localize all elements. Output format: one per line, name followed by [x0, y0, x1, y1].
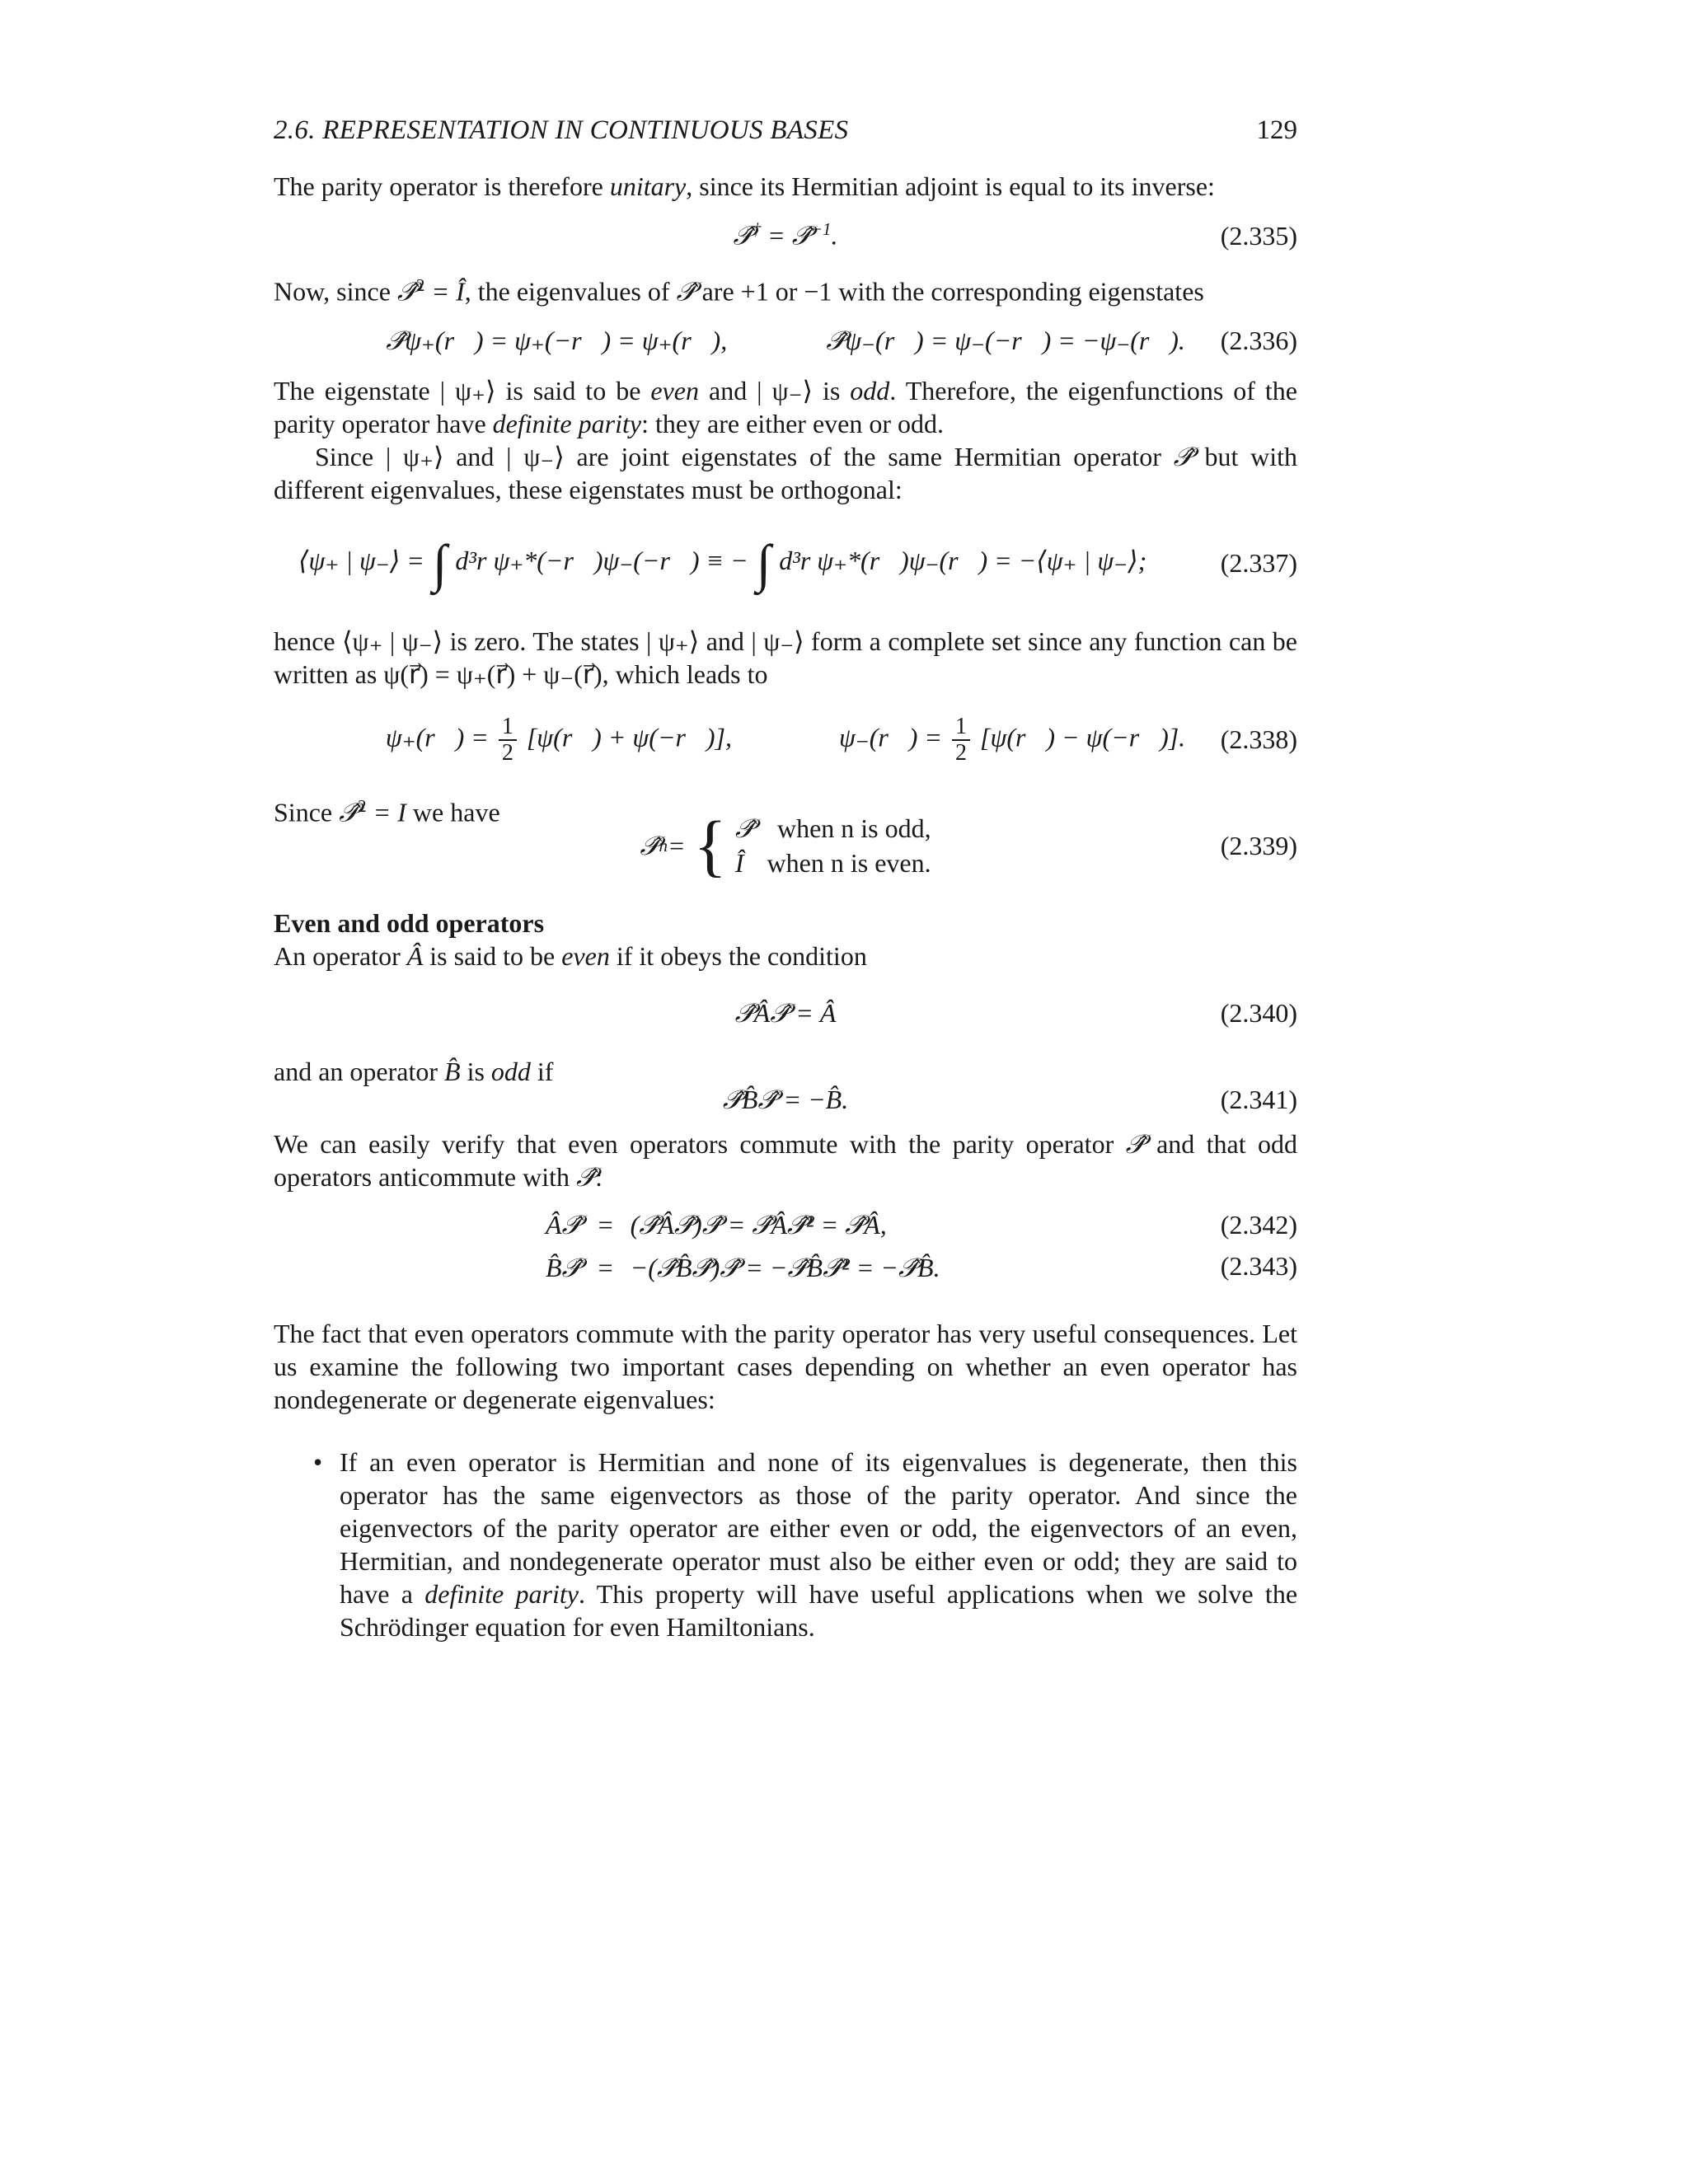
page-number: 129	[1256, 115, 1297, 145]
equation-2-341: 𝒫̂B̂𝒫̂ = −B̂. (2.341)	[722, 1084, 1297, 1115]
paragraph-eigenvalues: Now, since 𝒫̂$^2$ = Î, the eigenvalues of 𝒫̂ are +1 or −1 with the corresponding eigenstates	[274, 275, 1204, 307]
equation-number: (2.338)	[1220, 724, 1297, 755]
equation-2-336: 𝒫̂ψ₊(r⃗) = ψ₊(−r⃗) = ψ₊(r⃗), 𝒫̂ψ₋(r⃗) = ψ₋(−r⃗) = −ψ₋(r⃗). (2.336)	[386, 326, 1297, 356]
paragraph-orthogonal: Since | ψ₊⟩ and | ψ₋⟩ are joint eigenstates of the same Hermitian operator 𝒫̂ but with different eigenvalues, these eigenstates must be orthogonal:	[274, 441, 1297, 504]
paragraph-commute: We can easily verify that even operators commute with the parity operator 𝒫̂ and that odd operators anticommute with 𝒫̂:	[274, 1128, 1298, 1192]
equation-2-339-block	[274, 790, 1297, 888]
paragraph-consequences: The fact that even operators commute with the parity operator has very useful consequences. Let us examine the following two important cases depending on whether an even operator has nondegenerate or degenerate eigenvalues:	[274, 1318, 1297, 1414]
fraction: $\frac{1}{2}$	[499, 715, 517, 766]
paragraph-odd-operator: and an operator B̂ is odd if	[274, 1056, 554, 1086]
equations-2-342-2-343: Â𝒫̂ = (𝒫̂Â𝒫̂)𝒫̂ = 𝒫̂Â𝒫̂² = 𝒫̂Â, B̂𝒫̂ = −(𝒫̂B̂𝒫̂)𝒫̂ = −𝒫̂B̂𝒫̂² = −𝒫̂B̂. (2.342) (2.343)	[546, 1209, 1297, 1282]
equation-2-343-lhs: B̂𝒫̂	[546, 1252, 581, 1282]
equation-2-340: 𝒫̂Â𝒫̂ = Â (2.340)	[734, 997, 1297, 1029]
integral-sign: ∫	[432, 534, 448, 593]
equation-number: (2.342)	[1220, 1209, 1297, 1240]
left-brace: {	[693, 807, 727, 884]
equation-2-341-block	[274, 1055, 1297, 1121]
paragraph-definite-parity: The eigenstate | ψ₊⟩ is said to be even and | ψ₋⟩ is odd. Therefore, the eigenfunctions of the parity operator have definite parity: they are either even or odd.	[274, 375, 1298, 438]
equation-2-338: ψ₊(r⃗) = $\frac{1}{2}$ [ψ(r⃗) + ψ(−r⃗)], ψ₋(r⃗) = $\frac{1}{2}$ [ψ(r⃗) − ψ(−r⃗)]. (2.338)	[385, 713, 1297, 766]
fraction: $\frac{1}{2}$	[952, 715, 970, 766]
equation-number: (2.341)	[1220, 1085, 1297, 1115]
section-heading: Even and odd operators	[274, 907, 545, 938]
equation-number: (2.343)	[1220, 1250, 1297, 1281]
page-body	[274, 115, 1297, 1643]
equation-2-335: 𝒫̂† = 𝒫̂$^{-1}$. (2.335)	[733, 219, 1297, 251]
paragraph-since: Since 𝒫̂$^2$ = I we have	[274, 795, 500, 827]
equation-number: (2.335)	[1220, 220, 1297, 251]
equation-number: (2.340)	[1220, 998, 1297, 1029]
equation-number: (2.339)	[1220, 831, 1297, 861]
paragraph-complete-set: hence ⟨ψ₊ | ψ₋⟩ is zero. The states | ψ₊⟩ and | ψ₋⟩ form a complete set since any function can be written as ψ(r⃗) = ψ₊(r⃗) + ψ₋(r⃗), which leads to	[274, 626, 1297, 689]
running-header	[274, 115, 1297, 165]
equation-2-337: ⟨ψ₊ | ψ₋⟩ = ∫ d³r ψ₊*(−r⃗)ψ₋(−r⃗) ≡ − ∫ d³r ψ₊*(r⃗)ψ₋(r⃗) = −⟨ψ₊ | ψ₋⟩; (2.337)	[298, 534, 1297, 593]
emphasis-unitary: unitary	[609, 171, 687, 201]
equation-number: (2.337)	[1220, 548, 1297, 579]
bullet-list	[274, 1446, 1297, 1643]
equation-2-339: 𝒫̂ n = { 𝒫̂ when n is odd, Î when n is even. (2.339)	[640, 807, 1297, 884]
paragraph-unitary: The parity operator is therefore unitary, since its Hermitian adjoint is equal to its inverse:	[274, 171, 1215, 201]
running-title: 2.6. REPRESENTATION IN CONTINUOUS BASES	[274, 115, 849, 145]
equation-2-342-lhs: Â𝒫̂	[546, 1209, 581, 1240]
equation-2-342-rhs: (𝒫̂Â𝒫̂)𝒫̂ = 𝒫̂Â𝒫̂² = 𝒫̂Â,	[630, 1209, 887, 1240]
equation-2-343-rhs: −(𝒫̂B̂𝒫̂)𝒫̂ = −𝒫̂B̂𝒫̂² = −𝒫̂B̂.	[630, 1252, 940, 1282]
paragraph-even-operator: An operator Â is said to be even if it obeys the condition	[274, 940, 867, 971]
bullet-marker: •	[313, 1446, 323, 1477]
integral-sign: ∫	[756, 534, 771, 593]
list-item: • If an even operator is Hermitian and none of its eigenvalues is degenerate, then this operator has the same eigenvectors as those of the parity operator. And since the eigenvectors of the parity operator are either even or odd, the eigenvectors of an even, Hermitian, and nondegenerate operator must also be either even or odd; they are said to have a definite parity. This property will have useful applications when we solve the Schrödinger equation for even Hamiltonians.	[313, 1446, 1298, 1642]
piecewise-cases: 𝒫̂ when n is odd, Î when n is even.	[734, 813, 931, 879]
equation-number: (2.336)	[1220, 326, 1297, 356]
